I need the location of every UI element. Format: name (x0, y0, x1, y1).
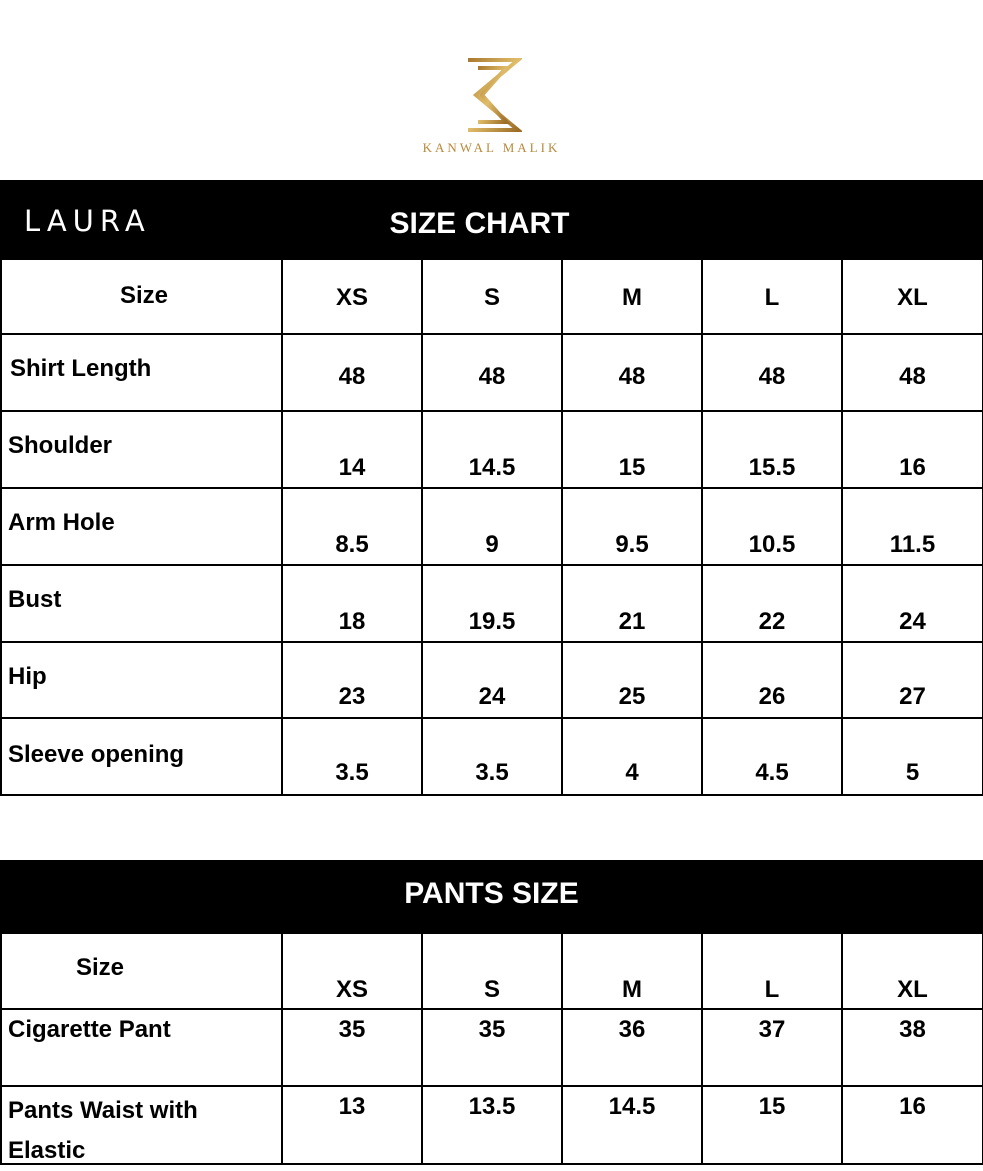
value-cell-m (562, 565, 702, 642)
header-label: XS (335, 284, 368, 311)
pants-size-title: PANTS SIZE (404, 877, 579, 910)
table-row (1, 642, 983, 718)
value-cell-xs (282, 565, 422, 642)
measurement-value: 21 (618, 608, 646, 635)
measurement-value: 37 (758, 1016, 786, 1043)
measurement-value: 16 (899, 1093, 926, 1120)
row-label: Bust (8, 586, 62, 613)
measurement-value: 9.5 (615, 531, 649, 558)
row-label-cell (1, 1086, 282, 1164)
size-m-header (562, 259, 702, 334)
header-label: XS (335, 976, 368, 1003)
size-s-header (422, 933, 562, 1009)
header-label: Size (76, 954, 125, 981)
size-chart-header-band (0, 180, 983, 258)
measurement-value: 4.5 (755, 759, 789, 786)
model-name: LAURA (24, 204, 151, 238)
measurement-value: 23 (338, 683, 366, 710)
value-cell-xs (282, 642, 422, 718)
row-label-cell (1, 488, 282, 565)
value-cell-xl (842, 718, 983, 795)
header-label: M (622, 976, 642, 1003)
value-cell-l (702, 565, 842, 642)
measurement-value: 48 (478, 363, 506, 390)
measurement-value: 3.5 (475, 759, 509, 786)
measurement-value: 24 (899, 608, 926, 635)
value-cell-xs (282, 718, 422, 795)
size-chart-table (0, 258, 983, 796)
size-xs-header (282, 259, 422, 334)
measurement-value: 16 (899, 454, 926, 481)
measurement-value: 18 (338, 608, 366, 635)
value-cell-xl (842, 642, 983, 718)
brand-logo (0, 56, 983, 156)
table-row (1, 334, 983, 411)
measurement-value: 48 (758, 363, 786, 390)
row-label-cell (1, 642, 282, 718)
value-cell-l (702, 334, 842, 411)
value-cell-xl (842, 565, 983, 642)
value-cell-l (702, 411, 842, 488)
measurement-value: 4 (625, 759, 639, 786)
table-row (1, 565, 983, 642)
value-cell-xs (282, 1086, 422, 1164)
row-label: Shoulder (8, 432, 113, 459)
measurement-value: 13 (338, 1093, 366, 1120)
measurement-value: 38 (899, 1016, 926, 1043)
value-cell-m (562, 1009, 702, 1086)
row-label: Pants Waist with Elastic (8, 1097, 198, 1164)
table-row (1, 718, 983, 795)
brand-name: KANWAL MALIK (422, 140, 561, 155)
measurement-value: 48 (899, 363, 926, 390)
value-cell-s (422, 1086, 562, 1164)
size-l-header (702, 933, 842, 1009)
value-cell-l (702, 718, 842, 795)
measurement-value: 36 (618, 1016, 646, 1043)
header-label: XL (897, 284, 928, 311)
header-label: M (622, 284, 642, 311)
value-cell-xl (842, 488, 983, 565)
size-l-header (702, 259, 842, 334)
row-label-cell (1, 411, 282, 488)
measurement-value: 24 (478, 683, 506, 710)
row-label-cell (1, 334, 282, 411)
size-header-cell (1, 933, 282, 1009)
measurement-value: 15 (758, 1093, 786, 1120)
table-row (1, 411, 983, 488)
row-label: Sleeve opening (8, 741, 185, 768)
value-cell-s (422, 334, 562, 411)
measurement-value: 15.5 (748, 454, 796, 481)
value-cell-xl (842, 1009, 983, 1086)
row-label-cell (1, 718, 282, 795)
table-row (1, 1086, 983, 1164)
value-cell-s (422, 488, 562, 565)
size-xl-header (842, 259, 983, 334)
measurement-value: 5 (905, 759, 920, 786)
header-label: XL (897, 976, 928, 1003)
size-s-header (422, 259, 562, 334)
row-label: Hip (8, 663, 47, 690)
table-header-row (1, 259, 983, 334)
measurement-value: 35 (338, 1016, 366, 1043)
value-cell-s (422, 565, 562, 642)
measurement-value: 15 (618, 454, 646, 481)
measurement-value: 14.5 (608, 1093, 656, 1120)
header-label: L (764, 284, 780, 311)
pants-size-table (0, 932, 983, 1165)
value-cell-m (562, 488, 702, 565)
value-cell-l (702, 1086, 842, 1164)
size-header-cell (1, 259, 282, 334)
measurement-value: 19.5 (468, 608, 516, 635)
value-cell-s (422, 718, 562, 795)
measurement-value: 14 (338, 454, 366, 481)
header-label: S (483, 284, 500, 311)
measurement-value: 11.5 (889, 531, 936, 558)
size-xs-header (282, 933, 422, 1009)
value-cell-s (422, 411, 562, 488)
size-xl-header (842, 933, 983, 1009)
value-cell-m (562, 411, 702, 488)
km-monogram-icon (462, 56, 522, 134)
measurement-value: 14.5 (468, 454, 516, 481)
table-row (1, 488, 983, 565)
measurement-value: 8.5 (335, 531, 369, 558)
pants-size-header-band (0, 860, 983, 932)
table-row (1, 1009, 983, 1086)
row-label: Shirt Length (10, 355, 152, 382)
measurement-value: 3.5 (335, 759, 369, 786)
size-chart-title: SIZE CHART (389, 207, 570, 240)
header-label: L (764, 976, 780, 1003)
value-cell-l (702, 488, 842, 565)
header-label: Size (120, 282, 169, 309)
value-cell-xl (842, 334, 983, 411)
value-cell-m (562, 1086, 702, 1164)
value-cell-s (422, 642, 562, 718)
row-label: Cigarette Pant (8, 1016, 171, 1043)
measurement-value: 10.5 (748, 531, 796, 558)
value-cell-m (562, 334, 702, 411)
measurement-value: 13.5 (468, 1093, 516, 1120)
measurement-value: 22 (758, 608, 786, 635)
row-label-cell (1, 1009, 282, 1086)
measurement-value: 35 (478, 1016, 506, 1043)
value-cell-l (702, 642, 842, 718)
measurement-value: 27 (899, 683, 926, 710)
value-cell-xl (842, 411, 983, 488)
value-cell-xs (282, 1009, 422, 1086)
table-header-row (1, 933, 983, 1009)
value-cell-xl (842, 1086, 983, 1164)
value-cell-xs (282, 411, 422, 488)
row-label-cell (1, 565, 282, 642)
size-m-header (562, 933, 702, 1009)
measurement-value: 9 (485, 531, 499, 558)
value-cell-l (702, 1009, 842, 1086)
measurement-value: 48 (338, 363, 366, 390)
value-cell-m (562, 718, 702, 795)
row-label: Arm Hole (8, 509, 115, 536)
header-label: S (483, 976, 500, 1003)
measurement-value: 48 (618, 363, 646, 390)
value-cell-xs (282, 334, 422, 411)
measurement-value: 25 (618, 683, 646, 710)
value-cell-xs (282, 488, 422, 565)
measurement-value: 26 (758, 683, 786, 710)
value-cell-m (562, 642, 702, 718)
value-cell-s (422, 1009, 562, 1086)
